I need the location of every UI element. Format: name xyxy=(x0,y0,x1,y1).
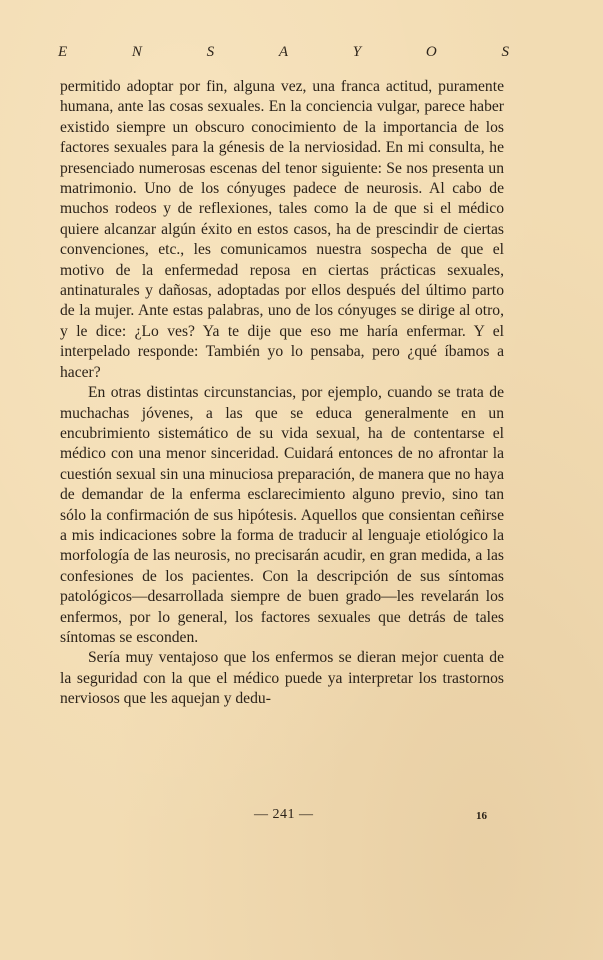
page-number: — 241 — xyxy=(254,807,314,822)
running-head xyxy=(58,44,510,61)
running-head-letter: Y xyxy=(352,44,363,60)
running-head-letter: N xyxy=(131,44,143,60)
running-head-letter: A xyxy=(278,44,290,60)
running-head-letter: E xyxy=(58,44,69,60)
paragraph: En otras distintas circunstancias, por ejemplo, cuando se trata de muchachas jóvenes, a las que se educa generalmente en un encubrimiento sistemático de su vida sexual, ha de contentarse el médico con una menor sinceridad. Cuidará entonces de no afrontar la cuestión sexual sin una minuciosa preparación, de manera que no haya de demandar de la enferma esclarecimiento alguno previo, sino tan sólo la confirmación de sus hipótesis. Aquellos que consientan ceñirse a mis indicaciones sobre la forma de traducir al lenguaje etiológico la morfología de las neurosis, no precisarán acudir, en gran medida, a las confesiones de los pacientes. Con la descripción de sus síntomas patológicos—desarrollada siempre de buen grado—les revelarán los enfermos, por lo general, los factores sexuales que detrás de tales síntomas se esconden. xyxy=(60,384,504,646)
running-head-letter: S xyxy=(206,44,216,60)
paragraph: Sería muy ventajoso que los enfermos se dieran mejor cuenta de la seguridad con la que el médico puede ya interpretar los trastornos nerviosos que les aquejan y dedu- xyxy=(60,649,504,708)
body-text xyxy=(60,77,504,710)
running-head-letter: O xyxy=(425,44,438,60)
signature-mark: 16 xyxy=(476,810,487,822)
running-head-letter: S xyxy=(501,44,510,60)
paragraph-continued: permitido adoptar por fin, alguna vez, una franca actitud, puramente humana, ante las cosas sexuales. En la conciencia vulgar, parece haber existido siempre un obscuro conocimiento de la importancia de los factores sexuales para la génesis de la nerviosidad. En mi consulta, he presenciado numerosas escenas del tenor siguiente: Se nos presenta un matrimonio. Uno de los cónyuges padece de neurosis. Al cabo de muchos rodeos y de reflexiones, tales como la de que si el médico quiere alcanzar algún éxito en estos casos, ha de prescindir de ciertas convenciones, etc., les comunicamos nuestra sospecha de que el motivo de la enfermedad reposa en ciertas prácticas sexuales, antinaturales y dañosas, adoptadas por ellos después del último parto de la mujer. Ante estas palabras, uno de los cónyuges se dirige al otro, y le dice: ¿Lo ves? Ya te dije que eso me haría enfermar. Y el interpelado responde: También yo lo pensaba, pero ¿qué íbamos a hacer? xyxy=(60,78,504,381)
